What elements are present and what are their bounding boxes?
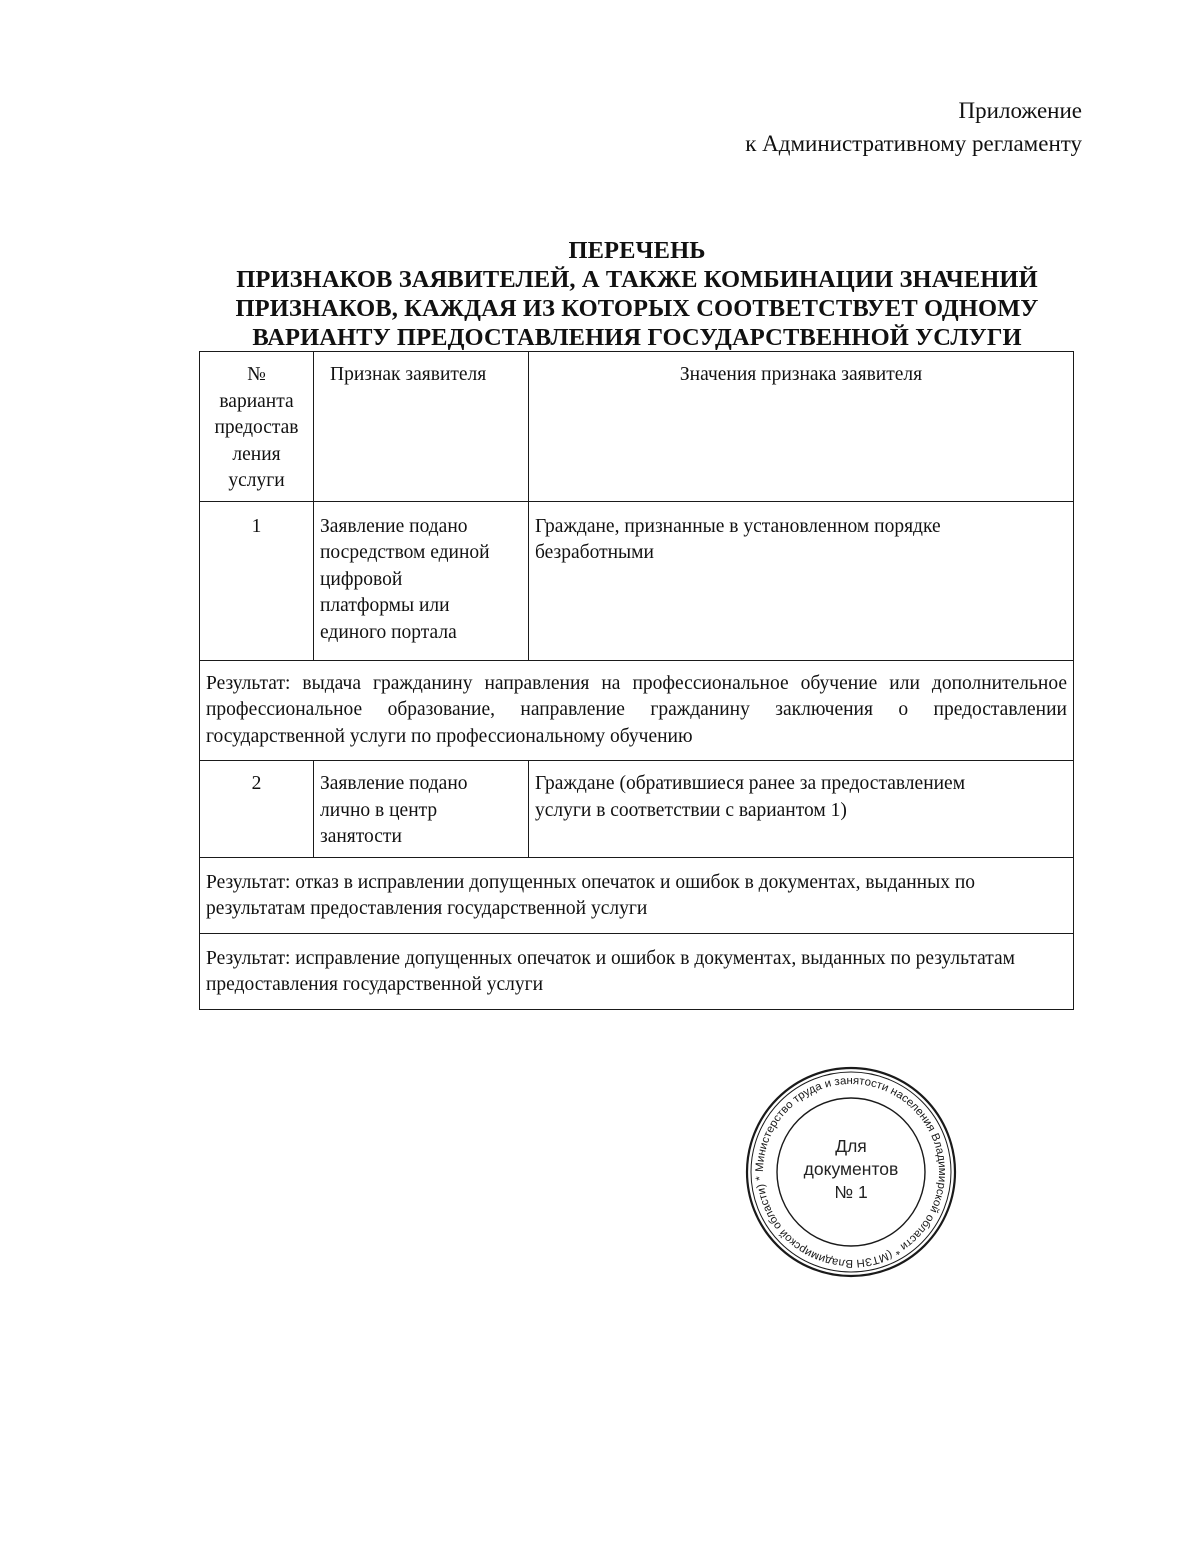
result-row <box>200 857 1074 933</box>
row-value-line: безработными <box>535 542 654 563</box>
row-number: 2 <box>251 773 262 794</box>
row-number-cell <box>200 761 314 858</box>
applicant-signs-table <box>199 351 1074 1010</box>
row-value-line: Граждане (обратившиеся ранее за предоставлением <box>535 773 966 794</box>
row-sign-cell <box>314 501 529 660</box>
title-line-2: ПРИЗНАКОВ ЗАЯВИТЕЛЕЙ, А ТАКЖЕ КОМБИНАЦИИ ЗНАЧЕНИЙ <box>236 266 1038 293</box>
stamp-ring-text: Министерство труда и занятости населения Владимирской области * (МТЗН Владимирской области) * <box>753 1074 949 1270</box>
header-variant-cell <box>200 352 314 502</box>
document-title <box>200 236 1074 352</box>
header-variant-line: № <box>247 364 266 385</box>
header-variant-line: услуги <box>228 470 285 491</box>
row-sign-cell <box>314 761 529 858</box>
appendix-line-1: Приложение <box>958 98 1082 123</box>
row-sign-line: занятости <box>320 826 402 847</box>
header-sign-cell <box>314 352 529 502</box>
stamp-center-text <box>742 1135 960 1204</box>
row-sign-line: лично в центр <box>320 799 438 821</box>
header-variant-line: предостав <box>214 417 299 438</box>
appendix-header <box>745 94 1082 160</box>
result-cell <box>200 933 1074 1009</box>
header-values-label: Значения признака заявителя <box>679 364 923 385</box>
appendix-line-2: к Административному регламенту <box>745 131 1082 156</box>
stamp-center-line-2: документов <box>803 1159 899 1179</box>
row-value-cell <box>529 501 1074 660</box>
row-number: 1 <box>251 515 262 537</box>
row-value-line: Граждане, признанные в установленном порядке <box>535 515 941 537</box>
result-row <box>200 933 1074 1009</box>
result-cell <box>200 660 1074 761</box>
result-text: Результат: выдача гражданину направления на профессиональное обучение или дополнительное профессиональное образование, направление гражданину заключения о предоставлении государственной услуги по профессиональному обучению <box>206 672 1067 747</box>
row-sign-line: Заявление подано <box>320 773 468 794</box>
row-value-line: услуги в соответствии с вариантом 1) <box>535 799 847 821</box>
row-sign-line: единого портала <box>320 621 457 643</box>
row-number-cell <box>200 501 314 660</box>
row-value-cell <box>529 761 1074 858</box>
official-stamp <box>742 1063 960 1281</box>
header-sign-label: Признак заявителя <box>330 364 487 385</box>
result-row <box>200 660 1074 761</box>
stamp-center-line-3: № 1 <box>834 1182 868 1202</box>
result-cell <box>200 857 1074 933</box>
row-sign-line: посредством единой <box>320 542 490 563</box>
title-line-1: ПЕРЕЧЕНЬ <box>568 237 706 264</box>
row-sign-line: Заявление подано <box>320 515 468 537</box>
header-values-cell <box>529 352 1074 502</box>
row-sign-line: платформы или <box>320 595 450 616</box>
result-text: Результат: отказ в исправлении допущенных опечаток и ошибок в документах, выданных по результатам предоставления государственной услуги <box>206 871 976 919</box>
row-sign-line: цифровой <box>320 568 403 590</box>
result-text: Результат: исправление допущенных опечаток и ошибок в документах, выданных по результатам предоставления государственной услуги <box>206 947 1015 995</box>
title-line-3: ПРИЗНАКОВ, КАЖДАЯ ИЗ КОТОРЫХ СООТВЕТСТВУЕТ ОДНОМУ <box>235 295 1039 322</box>
table-header-row <box>200 352 1074 502</box>
table-row <box>200 761 1074 858</box>
stamp-center-line-1: Для <box>835 1136 867 1156</box>
header-variant-line: варианта <box>219 390 294 412</box>
title-line-4: ВАРИАНТУ ПРЕДОСТАВЛЕНИЯ ГОСУДАРСТВЕННОЙ УСЛУГИ <box>252 324 1022 351</box>
header-variant-line: ления <box>232 443 281 465</box>
table-row <box>200 501 1074 660</box>
